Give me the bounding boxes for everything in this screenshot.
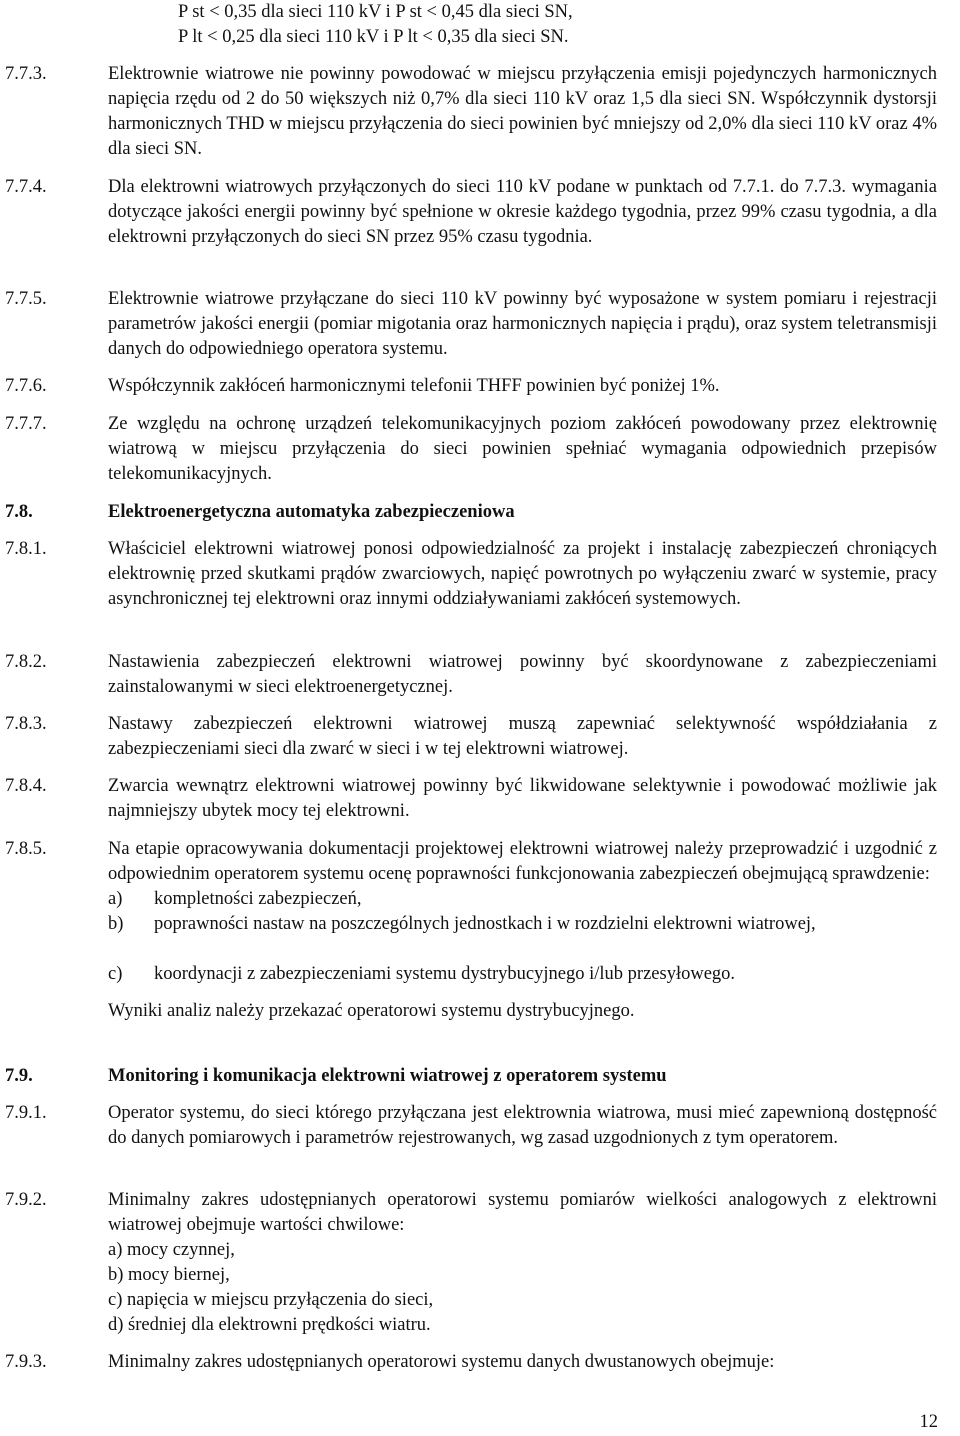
- section-text: Minimalny zakres udostępnianych operatorowi systemu danych dwustanowych obejmuje:: [108, 1352, 775, 1372]
- list-item-label: b): [108, 914, 124, 934]
- list-item: [108, 962, 937, 987]
- section-text: Właściciel elektrowni wiatrowej ponosi odpowiedzialność za projekt i instalację zabezpieczeń chroniących elektrownię przed skutkami prądów zwarciowych, napięć powrotnych po wyłączeniu zwarć w systemie, pracy asynchronicznej tej elektrowni oraz innymi oddziaływaniami zakłóceń systemowych.: [108, 539, 937, 609]
- section-number: 7.7.7.: [5, 414, 47, 434]
- list-item: c) napięcia w miejscu przyłączenia do sieci,: [108, 1290, 434, 1310]
- list-item: a) mocy czynnej,: [108, 1240, 235, 1260]
- section-number: 7.8.2.: [5, 652, 47, 672]
- section-text: Elektrownie wiatrowe przyłączane do sieci 110 kV powinny być wyposażone w system pomiaru i rejestracji parametrów jakości energii (pomiar migotania oraz harmonicznych napięcia i prądu), oraz system teletransmisji danych do odpowiedniego operatora systemu.: [108, 289, 937, 359]
- section-text: Elektrownie wiatrowe nie powinny powodować w miejscu przyłączenia emisji pojedynczych harmonicznych napięcia rzędu od 2 do 50 większych niż 0,7% dla sieci 110 kV oraz 1,5 dla sieci SN. Współczynnik dystorsji harmonicznych THD w miejscu przyłączenia do sieci powinien być mniejszy od 2,0% dla sieci 110 kV oraz 4% dla sieci SN.: [108, 64, 937, 159]
- checklist: [108, 887, 937, 987]
- section-text: Zwarcia wewnątrz elektrowni wiatrowej powinny być likwidowane selektywnie i powodować możliwie jak najmniejszy ubytek mocy tej elektrowni.: [108, 776, 937, 821]
- section-text: Dla elektrowni wiatrowych przyłączonych do sieci 110 kV podane w punktach od 7.7.1. do 7.7.3. wymagania dotyczące jakości energii powinny być spełnione w okresie każdego tygodnia, przez 99% czasu tygodnia, a dla elektrowni przyłączonych do sieci SN przez 95% czasu tygodnia.: [108, 177, 937, 247]
- flicker-short-term-line: P st < 0,35 dla sieci 110 kV i P st < 0,45 dla sieci SN,: [178, 2, 573, 22]
- list-item-label: a): [108, 889, 123, 909]
- heading-title: Elektroenergetyczna automatyka zabezpieczeniowa: [108, 502, 515, 522]
- section-text: Operator systemu, do sieci którego przyłączana jest elektrownia wiatrowa, musi mieć zapewnioną dostępność do danych pomiarowych i parametrów rejestrowanych, wg zasad uzgodnionych z tym operatorem.: [108, 1103, 937, 1148]
- section-number: 7.7.4.: [5, 177, 47, 197]
- section-number: 7.9.2.: [5, 1190, 47, 1210]
- heading-title: Monitoring i komunikacja elektrowni wiatrowej z operatorem systemu: [108, 1066, 667, 1086]
- flicker-limits-block: [178, 0, 878, 50]
- list-item-text: poprawności nastaw na poszczególnych jednostkach i w rozdzielni elektrowni wiatrowej,: [154, 914, 816, 934]
- page-number: 12: [919, 1412, 938, 1432]
- section-number: 7.8.5.: [5, 839, 47, 859]
- list-item: d) średniej dla elektrowni prędkości wiatru.: [108, 1315, 431, 1335]
- section-text: [108, 837, 937, 1024]
- section-number: 7.7.5.: [5, 289, 47, 309]
- section-text: Nastawy zabezpieczeń elektrowni wiatrowej muszą zapewniać selektywność współdziałania z zabezpieczeniami sieci dla zwarć w sieci i w tej elektrowni wiatrowej.: [108, 714, 937, 759]
- list-item-text: koordynacji z zabezpieczeniami systemu dystrybucyjnego i/lub przesyłowego.: [154, 964, 736, 984]
- list-item-text: kompletności zabezpieczeń,: [154, 889, 362, 909]
- section-number: 7.9.3.: [5, 1352, 47, 1372]
- list-item: [108, 887, 937, 912]
- section-number: 7.8.3.: [5, 714, 47, 734]
- section-text: Nastawienia zabezpieczeń elektrowni wiatrowej powinny być skoordynowane z zabezpieczeniami zainstalowanymi w sieci elektroenergetycznej.: [108, 652, 937, 697]
- list-item: [108, 912, 937, 962]
- section-intro: Na etapie opracowywania dokumentacji projektowej elektrowni wiatrowej należy przeprowadzić i uzgodnić z odpowiednim operatorem systemu ocenę poprawności funkcjonowania zabezpieczeń obejmującą sprawdzenie:: [108, 839, 937, 884]
- list-item-label: c): [108, 964, 123, 984]
- section-number: 7.7.6.: [5, 376, 47, 396]
- section-number: 7.8.1.: [5, 539, 47, 559]
- list-item: b) mocy biernej,: [108, 1265, 230, 1285]
- section-number: 7.8.4.: [5, 776, 47, 796]
- section-text: Współczynnik zakłóceń harmonicznymi telefonii THFF powinien być poniżej 1%.: [108, 376, 720, 396]
- heading-number: 7.9.: [5, 1066, 33, 1086]
- section-text: Ze względu na ochronę urządzeń telekomunikacyjnych poziom zakłóceń powodowany przez elektrownię wiatrową w miejscu przyłączenia do sieci powinien spełniać wymagania odpowiednich przepisów telekomunikacyjnych.: [108, 414, 937, 484]
- section-conclusion: Wyniki analiz należy przekazać operatorowi systemu dystrybucyjnego.: [108, 1001, 635, 1021]
- section-number: 7.7.3.: [5, 64, 47, 84]
- section-number: 7.9.1.: [5, 1103, 47, 1123]
- section-intro: Minimalny zakres udostępnianych operatorowi systemu pomiarów wielkości analogowych z elektrowni wiatrowej obejmuje wartości chwilowe:: [108, 1190, 937, 1235]
- section-text: [108, 1188, 937, 1338]
- heading-number: 7.8.: [5, 502, 33, 522]
- flicker-long-term-line: P lt < 0,25 dla sieci 110 kV i P lt < 0,35 dla sieci SN.: [178, 27, 569, 47]
